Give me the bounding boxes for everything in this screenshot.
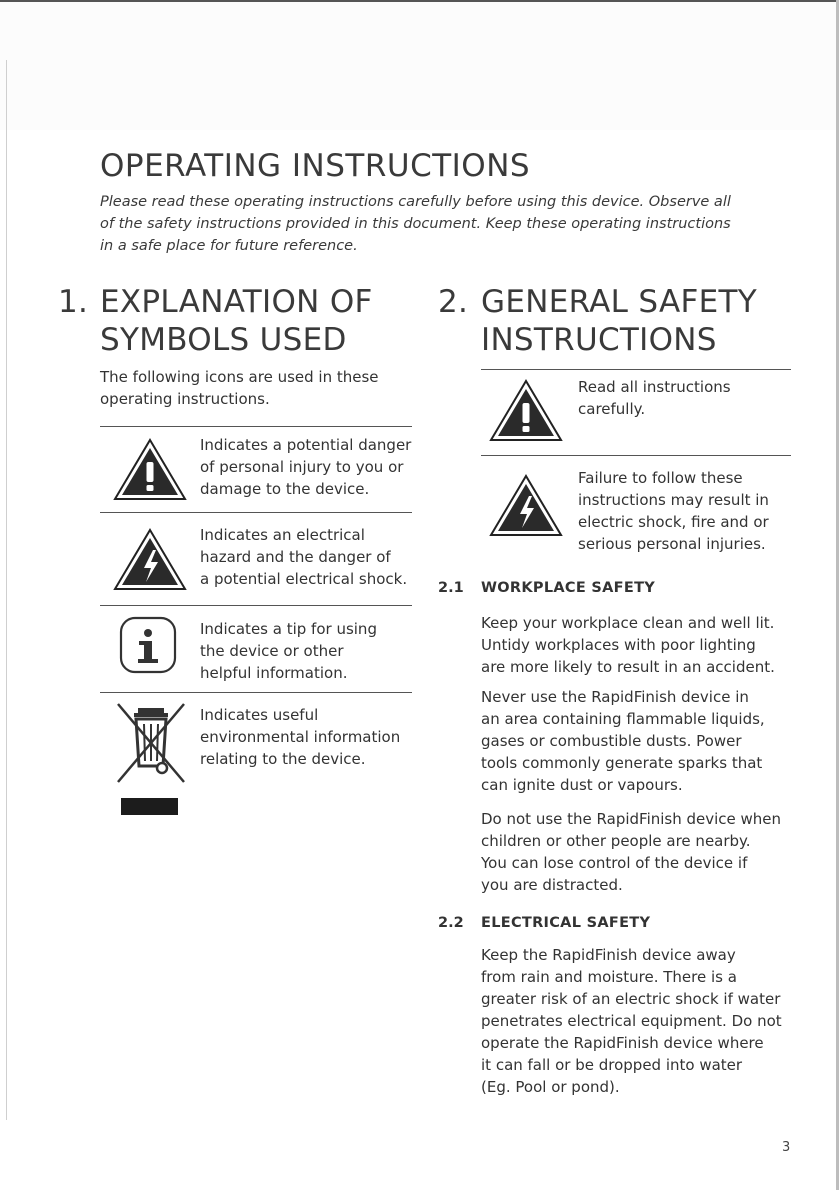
subsection-2-2-number: 2.2 bbox=[438, 915, 464, 931]
workplace-p2-line2: an area containing flammable liquids, bbox=[481, 710, 765, 728]
notice-1-line1: Read all instructions bbox=[578, 378, 731, 396]
electrical-p1-line5: operate the RapidFinish device where bbox=[481, 1034, 764, 1052]
section-2-title-line1: GENERAL SAFETY bbox=[481, 284, 757, 320]
symbol-3-line2: the device or other bbox=[200, 642, 344, 660]
electrical-p1-line2: from rain and moisture. There is a bbox=[481, 968, 737, 986]
symbol-3-line3: helpful information. bbox=[200, 664, 348, 682]
symbol-divider bbox=[100, 605, 412, 606]
notice-divider bbox=[481, 455, 791, 456]
symbol-divider bbox=[100, 692, 412, 693]
workplace-p3-line1: Do not use the RapidFinish device when bbox=[481, 810, 782, 828]
symbol-2-line3: a potential electrical shock. bbox=[200, 570, 408, 588]
workplace-p2-line5: can ignite dust or vapours. bbox=[481, 776, 683, 794]
notice-1-line2: carefully. bbox=[578, 400, 646, 418]
symbol-2-line1: Indicates an electrical bbox=[200, 526, 365, 544]
notice-2-line1: Failure to follow these bbox=[578, 469, 743, 487]
section-1-heading bbox=[58, 283, 418, 363]
symbol-4-line2: environmental information bbox=[200, 728, 401, 746]
info-icon bbox=[119, 616, 177, 678]
symbol-3-line1: Indicates a tip for using bbox=[200, 620, 377, 638]
electrical-hazard-icon bbox=[113, 528, 187, 596]
notice-2-line2: instructions may result in bbox=[578, 491, 769, 509]
subsection-2-1-number: 2.1 bbox=[438, 580, 464, 596]
symbol-1-line3: damage to the device. bbox=[200, 480, 370, 498]
symbol-1-line1: Indicates a potential danger bbox=[200, 436, 412, 454]
top-edge-line bbox=[0, 0, 839, 2]
workplace-p1-line2: Untidy workplaces with poor lighting bbox=[481, 636, 756, 654]
workplace-p2-line1: Never use the RapidFinish device in bbox=[481, 688, 749, 706]
symbol-4-line3: relating to the device. bbox=[200, 750, 366, 768]
electrical-p1-line1: Keep the RapidFinish device away bbox=[481, 946, 736, 964]
workplace-p1-line3: are more likely to result in an accident. bbox=[481, 658, 775, 676]
section-2-title-line2: INSTRUCTIONS bbox=[481, 322, 717, 358]
page-top-band bbox=[0, 0, 839, 130]
symbol-2-line2: hazard and the danger of bbox=[200, 548, 391, 566]
symbol-divider bbox=[100, 426, 412, 427]
symbol-4-line1: Indicates useful bbox=[200, 706, 319, 724]
page-title: OPERATING INSTRUCTIONS bbox=[100, 148, 531, 184]
notice-divider bbox=[481, 369, 791, 370]
section-1-intro-line1: The following icons are used in these bbox=[100, 368, 379, 386]
notice-2-line3: electric shock, fire and or bbox=[578, 513, 769, 531]
warning-triangle-icon bbox=[113, 438, 187, 506]
page-number: 3 bbox=[782, 1140, 791, 1155]
page-left-edge bbox=[6, 60, 7, 1120]
workplace-p3-line4: you are distracted. bbox=[481, 876, 623, 894]
workplace-p2-line3: gases or combustible dusts. Power bbox=[481, 732, 742, 750]
separate-collection-bar bbox=[121, 798, 178, 815]
workplace-p1-line1: Keep your workplace clean and well lit. bbox=[481, 614, 775, 632]
intro-text: Please read these operating instructions carefully before using this device. Observe all of the safety instructions provided in this document. Keep these operating instructions in a safe place for future reference. bbox=[100, 194, 731, 254]
subsection-2-2-title: ELECTRICAL SAFETY bbox=[481, 915, 651, 931]
section-1-intro-line2: operating instructions. bbox=[100, 390, 270, 408]
notice-2-line4: serious personal injuries. bbox=[578, 535, 766, 553]
section-1-title-line2: SYMBOLS USED bbox=[100, 322, 347, 358]
electrical-hazard-icon bbox=[489, 474, 563, 542]
electrical-p1-line3: greater risk of an electric shock if water bbox=[481, 990, 781, 1008]
workplace-p2-line4: tools commonly generate sparks that bbox=[481, 754, 763, 772]
electrical-p1-line7: (Eg. Pool or pond). bbox=[481, 1078, 620, 1096]
section-1-title-line1: EXPLANATION OF bbox=[100, 284, 373, 320]
workplace-p3-line3: You can lose control of the device if bbox=[481, 854, 748, 872]
section-2-number: 2. bbox=[438, 284, 469, 320]
crossed-bin-icon bbox=[112, 700, 190, 790]
workplace-p3-line2: children or other people are nearby. bbox=[481, 832, 751, 850]
section-1-number: 1. bbox=[58, 284, 89, 320]
symbol-1-line2: of personal injury to you or bbox=[200, 458, 404, 476]
electrical-p1-line6: it can fall or be dropped into water bbox=[481, 1056, 743, 1074]
warning-triangle-icon bbox=[489, 379, 563, 447]
symbol-divider bbox=[100, 512, 412, 513]
electrical-p1-line4: penetrates electrical equipment. Do not bbox=[481, 1012, 782, 1030]
subsection-2-1-title: WORKPLACE SAFETY bbox=[481, 580, 656, 596]
section-2-heading bbox=[438, 283, 818, 363]
